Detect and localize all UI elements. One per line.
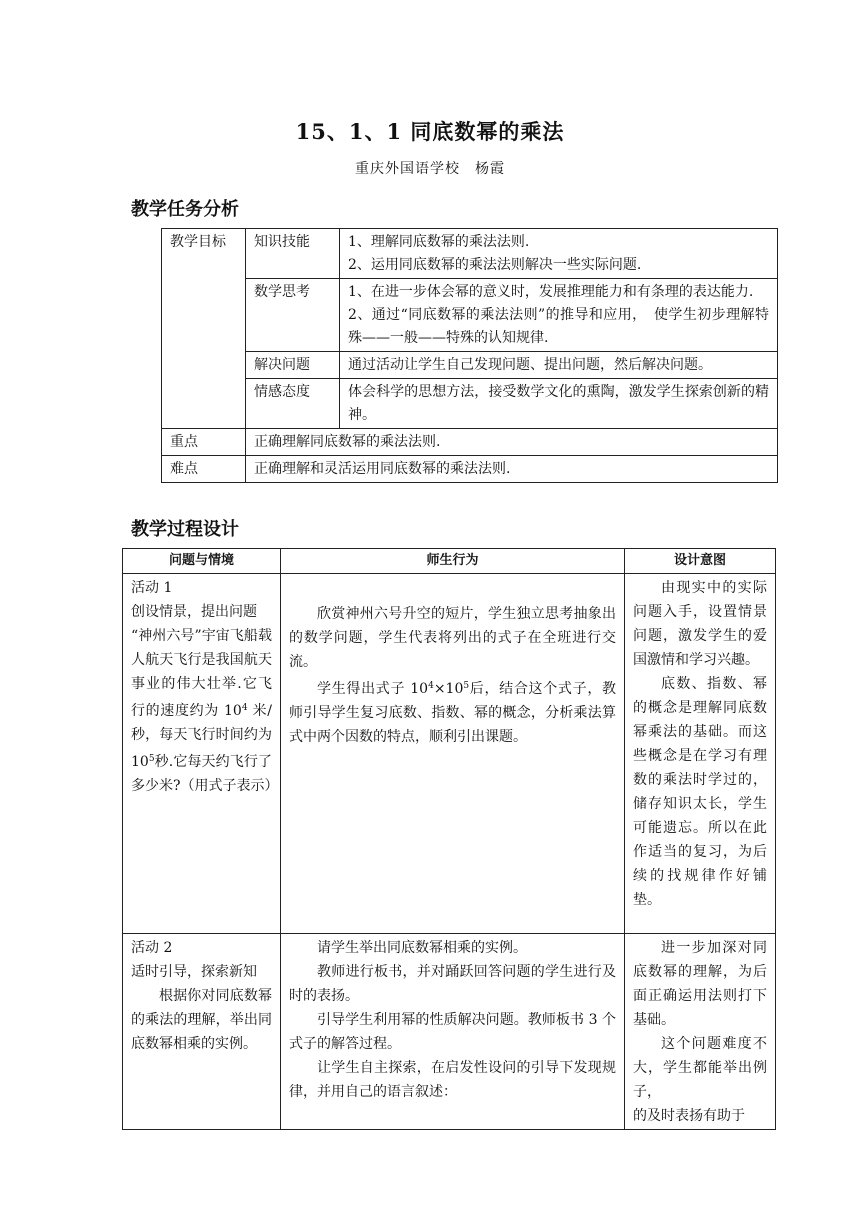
- table-header-row: [123, 549, 776, 574]
- behavior-text: 后，结合这个式子，教师引导学生复习底数、指数、幂的概念，分析乘法算式中两个因数的特点，顺利引出课题。: [289, 681, 617, 745]
- header-behavior: 师生行为: [281, 549, 625, 574]
- activity-problem: [131, 624, 279, 798]
- problem-text: 米/秒，每天飞行时间约为 10: [131, 703, 273, 770]
- table-row: [162, 379, 778, 429]
- behavior-text: 学生得出式子 10: [317, 681, 429, 697]
- content-line: 2、运用同底数幂的乘法法则解决一些实际问题.: [348, 257, 642, 273]
- row-label-thinking: 数学思考: [246, 279, 340, 352]
- exponent: 4: [428, 681, 434, 691]
- intent-paragraph: 这个问题难度不大，学生都能举出例子，: [633, 1036, 767, 1100]
- section-heading-process-design: 教学过程设计: [131, 519, 239, 540]
- intent-paragraph: 底数、指数、幂的概念是理解同底数幂乘法的基础。而这些概念是在学习有理数的乘法时学过的，储存知识太长，学生可能遗忘。所以在此作适当的复习，为后续的找规律作好铺垫。: [633, 676, 767, 908]
- intent-paragraph: 进一步加深对同底数幂的理解，为后面正确运用法则打下基础。: [633, 940, 767, 1028]
- table-row: [162, 229, 778, 279]
- activity-subtitle: 适时引导，探索新知: [131, 964, 257, 980]
- difficulty-text: 正确理解和灵活运用同底数幂的乘法法则.: [246, 456, 778, 483]
- behavior-paragraph: 让学生自主探索，在启发性设问的引导下发现规律，并用自己的语言叙述：: [289, 1060, 616, 1100]
- section-heading-task-analysis: 教学任务分析: [131, 199, 239, 220]
- activity2-intent: [625, 934, 776, 1130]
- activity2-behavior: [281, 934, 625, 1130]
- intent-paragraph: 由现实中的实际问题入手，设置情景问题，激发学生的爱国激情和学习兴趣。: [633, 580, 767, 668]
- key-point-label: 重点: [162, 429, 246, 456]
- row-label-attitude: 情感态度: [246, 379, 340, 429]
- goal-label: 教学目标: [162, 229, 246, 429]
- activity-title: 活动 1: [131, 580, 173, 596]
- problem-text: 秒.它每天约飞行了多少米?（用式子表示）: [131, 754, 279, 794]
- table-row: [123, 574, 776, 934]
- behavior-text: ×10: [433, 681, 464, 697]
- difficulty-label: 难点: [162, 456, 246, 483]
- table-row: [162, 456, 778, 483]
- row-label-knowledge: 知识技能: [246, 229, 340, 279]
- row-content-attitude: [340, 379, 778, 429]
- activity-prompt: 根据你对同底数幂的乘法的理解，举出同底数幂相乘的实例。: [131, 988, 272, 1052]
- author-line: 重庆外国语学校 杨霞: [355, 161, 505, 177]
- content-line: 1、在进一步体会幂的意义时，发展推理能力和有条理的表达能力.: [348, 284, 754, 300]
- row-content-knowledge: [340, 229, 778, 279]
- table-row: [162, 352, 778, 379]
- table-row: [123, 934, 776, 1130]
- row-content-problem-solving: [340, 352, 778, 379]
- key-point-text: 正确理解同底数幂的乘法法则.: [246, 429, 778, 456]
- behavior-paragraph: 教师进行板书，并对踊跃回答问题的学生进行及时的表扬。: [289, 964, 616, 1004]
- document-title: 15、1、1 同底数幂的乘法: [295, 119, 565, 144]
- table-row: [162, 279, 778, 352]
- process-design-table: [122, 548, 776, 1130]
- header-situation: 问题与情境: [123, 549, 281, 574]
- intent-paragraph: 的及时表扬有助于: [633, 1108, 745, 1124]
- behavior-paragraph: [289, 674, 616, 749]
- row-label-problem-solving: 解决问题: [246, 352, 340, 379]
- content-line: 2、通过“同底数幂的乘法法则”的推导和应用， 使学生初步理解特殊——一般——特殊的认知规律.: [348, 307, 769, 346]
- content-line: 1、理解同底数幂的乘法法则.: [348, 234, 530, 250]
- header-intent: 设计意图: [625, 549, 776, 574]
- behavior-paragraph: 欣赏神州六号升空的短片，学生独立思考抽象出的数学问题，学生代表将列出的式子在全班进行交流。: [289, 606, 616, 670]
- activity-title: 活动 2: [131, 940, 173, 956]
- exponent: 5: [463, 681, 470, 691]
- content-line: 体会科学的思想方法，接受数学文化的熏陶，激发学生探索创新的精神。: [348, 384, 769, 423]
- behavior-paragraph: 引导学生利用幂的性质解决问题。教师板书 3 个式子的解答过程。: [289, 1012, 616, 1052]
- activity2-situation: [123, 934, 281, 1130]
- row-content-thinking: [340, 279, 778, 352]
- activity1-intent: [625, 574, 776, 934]
- activity1-situation: [123, 574, 281, 934]
- content-line: 通过活动让学生自己发现问题、提出问题，然后解决问题。: [348, 357, 712, 373]
- activity1-behavior: [281, 574, 625, 934]
- exponent: 5: [148, 754, 155, 764]
- behavior-paragraph: 请学生举出同底数幂相乘的实例。: [317, 940, 527, 956]
- activity-subtitle: 创设情景，提出问题: [131, 604, 257, 620]
- problem-text: “神州六号”宇宙飞船载人航天飞行是我国航天事业的伟大壮举.它飞行的速度约为 10: [131, 628, 272, 719]
- table-row: [162, 429, 778, 456]
- exponent: 4: [241, 703, 248, 713]
- task-analysis-table: [161, 228, 778, 483]
